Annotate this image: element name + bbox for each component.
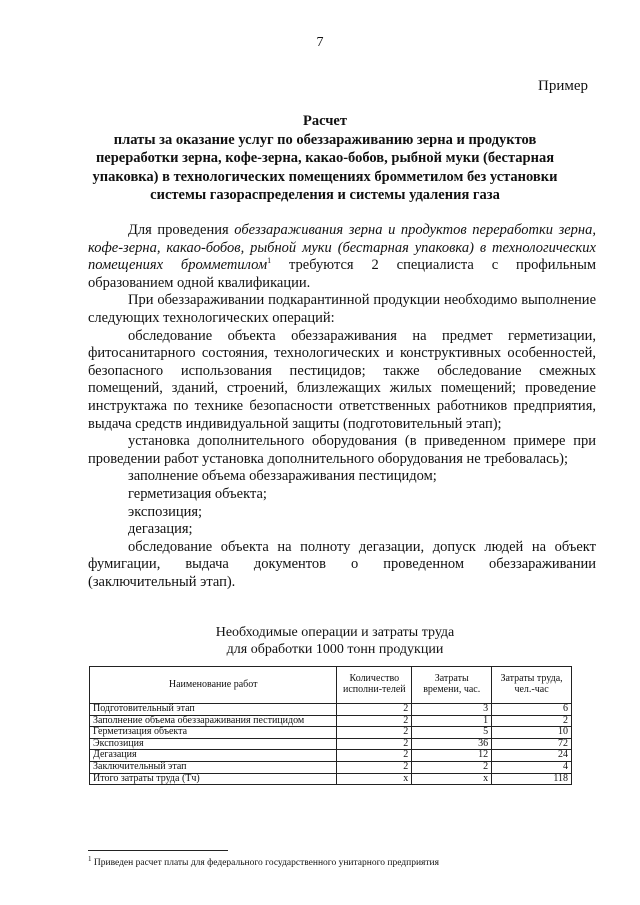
paragraph-operation: заполнение объема обеззараживания пестицидом; [128,468,437,485]
table-row [90,727,572,739]
body-text [88,222,596,591]
header-work-name: Наименование работ [90,667,337,704]
cell-time: 1 [412,715,492,727]
paragraph-operation: обследование объекта на полноту дегазации, допуск людей на объект фумигации, выдача документов о проведенном обеззараживании (заключительный этап). [88,538,596,590]
cell-time: 12 [412,750,492,762]
paragraph-operation: дегазация; [128,521,193,538]
cell-performers: 2 [337,750,412,762]
paragraph-operation: герметизация объекта; [128,485,267,502]
title-line: системы газораспределения и системы удаления газа [150,187,500,203]
title-line: переработки зерна, кофе-зерна, какао-бобов, рыбной муки (бестарная [95,150,555,166]
title-line: упаковка) в технологических помещениях бромметилом без установки [92,168,558,185]
paragraph-operations-intro: При обеззараживании подкарантинной продукции необходимо выполнение следующих технологических операций: [88,292,596,326]
cell-labor: 72 [492,738,572,750]
cell-performers: x [337,773,412,785]
footnote [88,855,598,868]
footnote-reference: 1 [267,256,272,266]
header-time: Затраты времени, час. [412,667,492,704]
intro-italic-subject: обеззараживания зерна и продуктов переработки зерна, кофе-зерна, какао-бобов, рыбной муки (бестарная упаковка) в технологических помещениях бромметилом [88,222,596,274]
title-line: платы за оказание услуг по обеззараживанию зерна и продуктов [113,131,537,148]
cell-time: x [412,773,492,785]
cell-work-name: Экспозиция [90,738,337,750]
cell-work-name: Дегазация [90,750,337,762]
footnote-text: Приведен расчет платы для федерального государственного унитарного предприятия [93,858,440,869]
paragraph-intro [88,222,596,292]
cell-work-name: Подготовительный этап [90,704,337,716]
cell-performers: 2 [337,715,412,727]
paragraph-operation: обследование объекта обеззараживания на предмет герметизации, фитосанитарного состояния, технологических и конструктивных особенностей, безопасного использования пестицидов; также обследование смежных помещений, зданий, строений, близлежащих жилых помещений; проведение инструктажа по технике безопасности ответственных работников предприятия, выдача средств индивидуальной защиты (подготовительный этап); [88,327,596,432]
cell-labor: 118 [492,773,572,785]
cell-work-name: Заключительный этап [90,761,337,773]
table-row [90,704,572,716]
cell-performers: 2 [337,704,412,716]
cell-labor: 10 [492,727,572,739]
table-caption-line: Необходимые операции и затраты труда [215,625,455,640]
header-performers: Количество исполни-телей [337,667,412,704]
cell-work-name: Герметизация объекта [90,727,337,739]
cell-performers: 2 [337,738,412,750]
table-caption [130,624,540,658]
labor-costs-table [89,666,572,785]
document-title [80,112,570,205]
cell-time: 5 [412,727,492,739]
example-label: Пример [537,78,588,94]
cell-time: 3 [412,704,492,716]
title-line: Расчет [303,113,347,129]
paragraph-operation: установка дополнительного оборудования (в приведенном примере при проведении работ установка дополнительного оборудования не требовалась); [88,433,596,467]
cell-performers: 2 [337,727,412,739]
footnote-mark: 1 [88,855,92,863]
table-row [90,738,572,750]
cell-labor: 4 [492,761,572,773]
footnote-divider [88,850,228,851]
cell-labor: 6 [492,704,572,716]
header-labor: Затраты труда, чел.-час [492,667,572,704]
cell-labor: 24 [492,750,572,762]
cell-time: 2 [412,761,492,773]
intro-lead: Для проведения [128,222,229,238]
cell-work-name: Заполнение объема обеззараживания пестицидом [90,715,337,727]
table-header-row [90,667,572,704]
table-row [90,761,572,773]
cell-work-name: Итого затраты труда (Тч) [90,773,337,785]
page-number: 7 [316,35,324,50]
table-total-row [90,773,572,785]
table-row [90,750,572,762]
cell-performers: 2 [337,761,412,773]
table-row [90,715,572,727]
paragraph-operation: экспозиция; [128,503,203,520]
cell-labor: 2 [492,715,572,727]
cell-time: 36 [412,738,492,750]
intro-tail: требуются 2 специалиста с профильным образованием одной квалификации. [88,257,596,291]
table-caption-line: для обработки 1000 тонн продукции [226,642,444,657]
